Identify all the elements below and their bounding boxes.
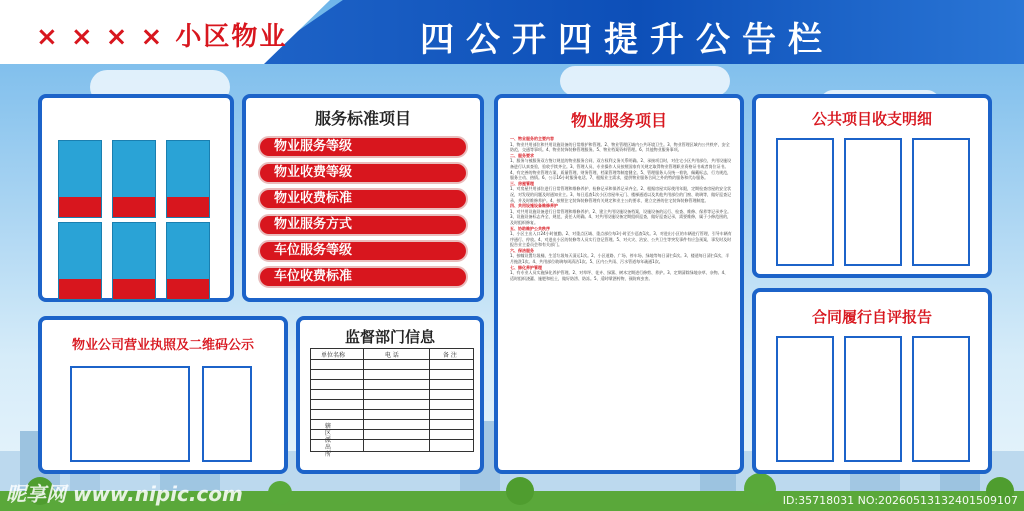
board-title: 四公开四提升公告栏 [420, 20, 834, 60]
section-heading: 七、绿化养护管理 [510, 264, 542, 270]
license-qr-panel [38, 316, 288, 474]
report-sheet-frame [912, 336, 970, 462]
standard-item: 车位收费标准 [258, 266, 468, 288]
service-items-panel [494, 94, 744, 474]
watermark-left: 昵享网 www.nipic.com [6, 482, 243, 506]
service-notice-text [510, 136, 732, 281]
section-body: 1、小区主出入口24小时值勤。2、对重点区域、重点部位每3小时至少巡查1次。3、对进出小区的车辆进行管理，引导车辆有序通行、停放。4、对进出小区的装修等人员实行登记管理。5、对火灾、治安、公共卫生等突发事件有应急预案，事发时及时报告业主委员会和有关部门。 [510, 231, 732, 248]
standard-item: 车位服务等级 [258, 240, 468, 262]
photo-placeholder [166, 140, 210, 218]
standard-item: 物业服务等级 [258, 136, 468, 158]
table-row-line [311, 399, 473, 400]
police-station-label: 辖区派出所 [325, 423, 332, 458]
table-row-line [311, 359, 473, 360]
finance-sheet-frame [776, 138, 834, 266]
finance-sheet-frame [844, 138, 902, 266]
panel-title: 合同履行自评报告 [811, 308, 932, 326]
service-standards-panel [242, 94, 484, 302]
table-row-line [311, 429, 473, 430]
table-row-line [311, 439, 473, 440]
section-body: 1、服务与被服务双方签订规范的物业服务合同，双方权利义务关系明确。2、承接项目时，对住宅小区共用部位，共用设施设备进行认真查验，验收手续齐全。3、管理人员、专业操作人员按照国家有关规定取得物业管理职业资格证书或者岗位证书。4、有完善的物业管理方案，质量管理、财务管理、档案管理等制度健全。5、管理服务人员统一着装，佩戴标志，行为规范，服务主动、热情。6、公示16小时服务电话。7、根据业主需求，提供物业服务合同之外的特约服务和代办服务。 [510, 158, 732, 181]
table-row-line [311, 419, 473, 420]
table-row-line [311, 389, 473, 390]
header [0, 0, 1024, 64]
section-body: 1、对共用设施设备进行日常管理和维修养护。2、建立共用设施设备档案，设施设备的运行、检查、维修、保养等记录齐全。3、设施设备标志齐全、规范，责任人明确。4、对共用设施设备定期组织巡查，做好巡查记录，需要维修，属于小修范围的，及时组织修复。 [510, 208, 732, 225]
table-row-line [311, 409, 473, 410]
business-license-frame [70, 366, 190, 462]
section-body: 1、对房屋共用部位进行日常管理和维修养护，检修记录和保养记录齐全。2、根据房屋实际使用年限，定期检查房屋的安全状况，对发现的问题及时通知业主。3、每日巡查1次小区房屋单元门、楼梯通道以及其他共用部位的门窗、玻璃等，做好巡查记录，并及时维修养护。4、按照住宅装饰装修管理有关规定和业主公约要求，建立完善的住宅装饰装修管理制度。 [510, 186, 732, 203]
section-heading: 一、物业服务的主要内容 [510, 136, 554, 141]
photo-placeholder [112, 140, 156, 218]
panel-title: 公共项目收支明细 [811, 110, 932, 128]
section-heading: 六、保洁服务 [510, 247, 534, 253]
table-row-line [311, 369, 473, 370]
table-col-line [363, 349, 364, 451]
standard-item: 物业收费等级 [258, 162, 468, 184]
photo-placeholder [112, 222, 156, 300]
section-body: 1、物业共用部位和共用设施设备的日常维护和管理。2、物业管理区域内公共环境卫生。3、物业管理区域内公共秩序，安全防范，交通等事项。4、物业装饰装修管理服务。5、物业档案资料管理。6、其他物业服务事项。 [510, 141, 730, 153]
photo-gallery-panel [38, 94, 234, 302]
section-heading: 四、共用设施设备维修养护 [510, 203, 558, 209]
panel-title: 服务标准项目 [314, 109, 411, 128]
table-header: 备 注 [443, 352, 457, 359]
contract-review-panel [752, 288, 992, 474]
panel-title: 物业公司营业执照及二维码公示 [71, 338, 254, 353]
standard-item: 物业服务方式 [258, 214, 468, 236]
section-body: 1、按幢设置垃圾桶，生活垃圾每天清运1次。2、小区道路、广场、停车场、绿地等每日清扫1次。3、楼道每日清扫1次，半月拖洗1次。4、共用部位玻璃每周清洁1次。5、区内公共雨、污水管道每年疏通1次。 [510, 253, 730, 265]
qr-code-frame [202, 366, 252, 462]
supervision-panel [296, 316, 484, 474]
table-col-line [429, 349, 430, 451]
photo-placeholder [166, 222, 210, 300]
standard-item: 物业收费标准 [258, 188, 468, 210]
panel-title: 监督部门信息 [344, 328, 435, 346]
watermark-right: ID:35718031 NO:20260513132401509107 [782, 494, 1018, 507]
table-row-line [311, 379, 473, 380]
table-header: 电 话 [385, 352, 399, 359]
section-heading: 五、协助维护公共秩序 [510, 225, 550, 231]
panel-title: 物业服务项目 [570, 111, 667, 130]
photo-placeholder [58, 222, 102, 300]
section-heading: 二、服务要求 [510, 152, 534, 158]
finance-sheet-frame [912, 138, 970, 266]
photo-placeholder [58, 140, 102, 218]
cloud [560, 66, 730, 96]
section-heading: 三、房屋管理 [510, 180, 534, 186]
public-finance-panel [752, 94, 992, 278]
brand-name: × × × × 小区物业 [36, 22, 288, 52]
section-body: 1、有专业人员实施绿化养护管理。2、对草坪、花卉、绿篱、树木定期进行修剪、养护。3、定期清除绿地杂草、杂物。4、适时组织浇灌、施肥和松土，做好防涝、防冻。5、适时喷洒药物，预防病虫害。 [510, 270, 729, 281]
report-sheet-frame [844, 336, 902, 462]
supervision-table [310, 348, 474, 458]
table-header: 单位名称 [321, 352, 346, 359]
report-sheet-frame [776, 336, 834, 462]
